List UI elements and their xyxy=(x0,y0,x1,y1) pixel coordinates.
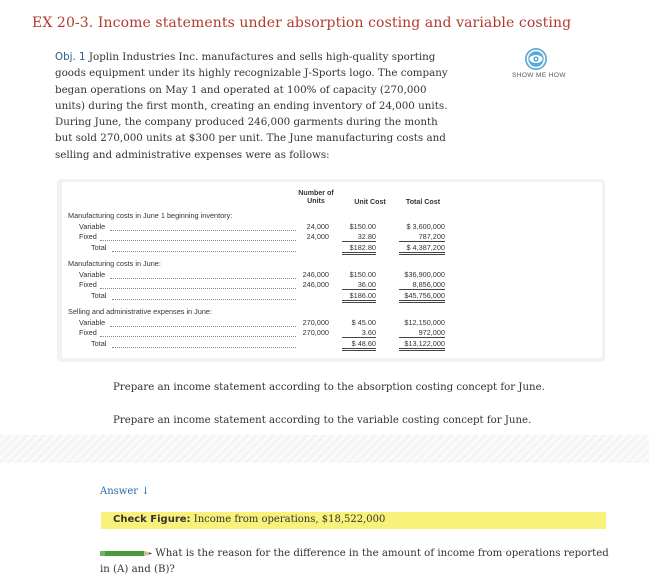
prompt-absorption: Prepare an income statement according to the absorption costing concept for June. xyxy=(113,382,545,393)
section-divider xyxy=(0,435,649,463)
cost-table xyxy=(62,182,602,358)
dot-leader xyxy=(110,230,296,231)
row-label: Total xyxy=(91,243,107,252)
cell-total: $36,900,000 xyxy=(404,270,445,279)
cell-total: $ 3,600,000 xyxy=(406,222,445,231)
cell-total: $12,150,000 xyxy=(404,318,445,327)
cell-units: 246,000 xyxy=(302,280,329,289)
dot-leader xyxy=(110,326,296,327)
check-figure-value: Income from operations, $18,522,000 xyxy=(193,514,386,525)
cell-total: 972,000 xyxy=(399,328,445,338)
cell-unit-cost: 32.80 xyxy=(342,232,376,242)
cell-unit-cost: $150.00 xyxy=(349,270,376,279)
dot-leader xyxy=(112,299,296,300)
cell-units: 270,000 xyxy=(302,318,329,327)
dot-leader xyxy=(100,336,296,337)
cell-total: 787,200 xyxy=(399,232,445,242)
cell-total: 8,856,000 xyxy=(399,280,445,290)
exercise-title: EX 20-3. Income statements under absorption costing and variable costing xyxy=(32,15,572,31)
cell-unit-cost: 36.00 xyxy=(342,280,376,290)
cell-unit-cost: $182.80 xyxy=(342,243,376,255)
dot-leader xyxy=(100,240,296,241)
dot-leader xyxy=(112,251,296,252)
cell-units: 270,000 xyxy=(302,328,329,337)
row-label: Total xyxy=(91,339,107,348)
check-figure-label: Check Figure: xyxy=(113,514,191,525)
answer-toggle[interactable]: Answer ↓ xyxy=(100,486,150,497)
row-label: Fixed xyxy=(79,232,97,241)
dot-leader xyxy=(100,288,296,289)
dot-leader xyxy=(110,278,296,279)
dot-leader xyxy=(112,347,296,348)
eye-icon xyxy=(524,47,548,71)
discussion-question xyxy=(100,546,620,578)
row-label: Variable xyxy=(79,222,106,231)
show-me-how-label: SHOW ME HOW xyxy=(512,72,566,79)
header-unit-cost: Unit Cost xyxy=(354,198,386,206)
section-heading: Manufacturing costs in June 1 beginning inventory: xyxy=(68,211,233,220)
cell-unit-cost: $ 48.60 xyxy=(342,339,376,351)
cell-total: $ 4,387,200 xyxy=(399,243,445,255)
section-heading: Selling and administrative expenses in June: xyxy=(68,307,212,316)
intro-text: Joplin Industries Inc. manufactures and sells high-quality sporting goods equipment under its highly recognizable J-Sports logo. The company began operations on May 1 and operated at 100% of capacity (270,000 units) during the first month, creating an ending inventory of 24,000 units. During June, the company produced 246,000 garments during the month but sold 270,000 units at $300 per unit. The June manufacturing costs and selling and administrative expenses were as follows: xyxy=(55,51,448,161)
cell-unit-cost: $186.00 xyxy=(342,291,376,303)
row-label: Fixed xyxy=(79,280,97,289)
row-label: Variable xyxy=(79,270,106,279)
cell-units: 246,000 xyxy=(302,270,329,279)
prompt-variable: Prepare an income statement according to the variable costing concept for June. xyxy=(113,415,532,426)
cell-unit-cost: $150.00 xyxy=(349,222,376,231)
row-label: Variable xyxy=(79,318,106,327)
cell-units: 24,000 xyxy=(306,232,329,241)
question-text: What is the reason for the difference in the amount of income from operations reported in (A) and (B)? xyxy=(100,548,609,575)
cell-units: 24,000 xyxy=(306,222,329,231)
row-label: Fixed xyxy=(79,328,97,337)
cell-total: $45,756,000 xyxy=(399,291,445,303)
check-figure xyxy=(101,512,606,529)
section-heading: Manufacturing costs in June: xyxy=(68,259,161,268)
exercise-intro xyxy=(55,49,455,163)
cell-total: $13,122,000 xyxy=(399,339,445,351)
pencil-icon xyxy=(100,549,152,558)
show-me-how-button[interactable] xyxy=(512,47,566,79)
header-total-cost: Total Cost xyxy=(405,198,441,206)
header-units: Number of Units xyxy=(298,189,334,205)
cell-unit-cost: 3.60 xyxy=(342,328,376,338)
objective-label: Obj. 1 xyxy=(55,51,86,63)
row-label: Total xyxy=(91,291,107,300)
cell-unit-cost: $ 45.00 xyxy=(351,318,376,327)
